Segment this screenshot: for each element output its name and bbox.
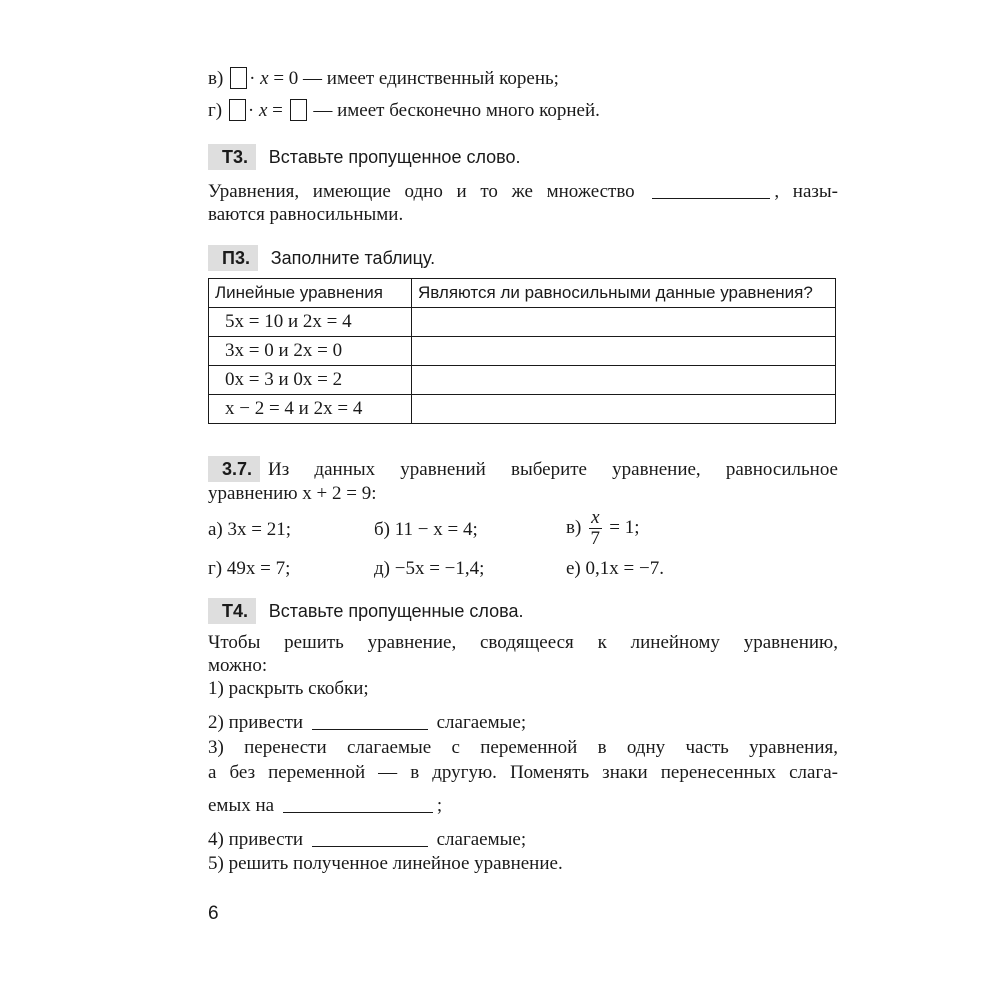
table-row xyxy=(209,337,836,366)
table-row xyxy=(209,366,836,395)
table-equation-cell: 0x = 3 и 0x = 2 xyxy=(209,366,412,395)
table-header-row xyxy=(209,279,836,308)
continuation-item-v: в) · x = 0 — имеет единственный корень; xyxy=(208,68,559,89)
task-t3-header xyxy=(208,144,521,170)
task-t4-header xyxy=(208,598,523,624)
t3-text-line-2: ваются равносильными. xyxy=(208,204,404,225)
continuation-item-g: г) · x = — имеет бесконечно много корней. xyxy=(208,100,600,121)
option-a[interactable]: а) 3x = 21; xyxy=(208,519,292,540)
table-answer-cell[interactable] xyxy=(412,366,836,395)
t4-step-1: 1) раскрыть скобки; xyxy=(208,678,369,699)
table-header-cell: Линейные уравнения xyxy=(209,279,412,308)
t4-step-4: 4) привести слагаемые; xyxy=(208,829,527,850)
empty-box[interactable] xyxy=(229,99,246,121)
table-equation-cell: 5x = 10 и 2x = 4 xyxy=(209,308,412,337)
fill-blank[interactable] xyxy=(312,711,428,730)
task-badge: П3. xyxy=(208,245,258,271)
table-answer-cell[interactable] xyxy=(412,308,836,337)
task-p3-header xyxy=(208,245,435,271)
task-title: Вставьте пропущенные слова. xyxy=(268,601,524,621)
empty-box[interactable] xyxy=(290,99,307,121)
t3-text-line-1: Уравнения, имеющие одно и то же множество , назы- xyxy=(208,181,839,202)
task-title: Заполните таблицу. xyxy=(270,248,436,268)
table-answer-cell[interactable] xyxy=(412,337,836,366)
table-answer-cell[interactable] xyxy=(412,395,836,424)
table-equation-cell: x − 2 = 4 и 2x = 4 xyxy=(209,395,412,424)
task-badge: Т3. xyxy=(208,144,256,170)
empty-box[interactable] xyxy=(230,67,247,89)
t4-step-3-line-1: 3) перенести слагаемые с переменной в одну часть уравнения, xyxy=(208,737,838,758)
table-row xyxy=(209,395,836,424)
task-badge: Т4. xyxy=(208,598,256,624)
t4-step-3-line-2: а без переменной — в другую. Поменять знаки перенесенных слага- xyxy=(208,762,838,783)
t4-step-5: 5) решить полученное линейное уравнение. xyxy=(208,853,563,874)
fill-blank[interactable] xyxy=(312,828,428,847)
option-e[interactable]: е) 0,1x = −7. xyxy=(566,558,664,579)
equivalence-table xyxy=(208,278,836,424)
option-g[interactable]: г) 49x = 7; xyxy=(208,558,291,579)
t4-intro-line-2: можно: xyxy=(208,655,268,676)
task-badge: 3.7. xyxy=(208,456,260,482)
task-title: Вставьте пропущенное слово. xyxy=(268,147,521,167)
table-row xyxy=(209,308,836,337)
t4-step-2: 2) привести слагаемые; xyxy=(208,712,527,733)
fraction: $\frac{x}{7}$ xyxy=(590,507,601,549)
table-header-cell: Являются ли равносильными данные уравнения? xyxy=(412,279,836,308)
option-v[interactable]: в) $\frac{x}{7}$ = 1; xyxy=(566,507,640,549)
table-equation-cell: 3x = 0 и 2x = 0 xyxy=(209,337,412,366)
option-b[interactable]: б) 11 − x = 4; xyxy=(374,519,478,540)
option-d[interactable]: д) −5x = −1,4; xyxy=(374,558,485,579)
fill-blank[interactable] xyxy=(283,794,433,813)
t4-intro-line-1: Чтобы решить уравнение, сводящееся к линейному уравнению, xyxy=(208,632,838,653)
fill-blank[interactable] xyxy=(652,180,770,199)
t4-step-3-line-3: емых на ; xyxy=(208,795,443,816)
page-number: 6 xyxy=(208,903,219,924)
ex37-line-2: уравнению x + 2 = 9: xyxy=(208,483,377,504)
ex37-line-1: 3.7. Из данных уравнений выберите уравнение, равносильное xyxy=(208,456,838,482)
